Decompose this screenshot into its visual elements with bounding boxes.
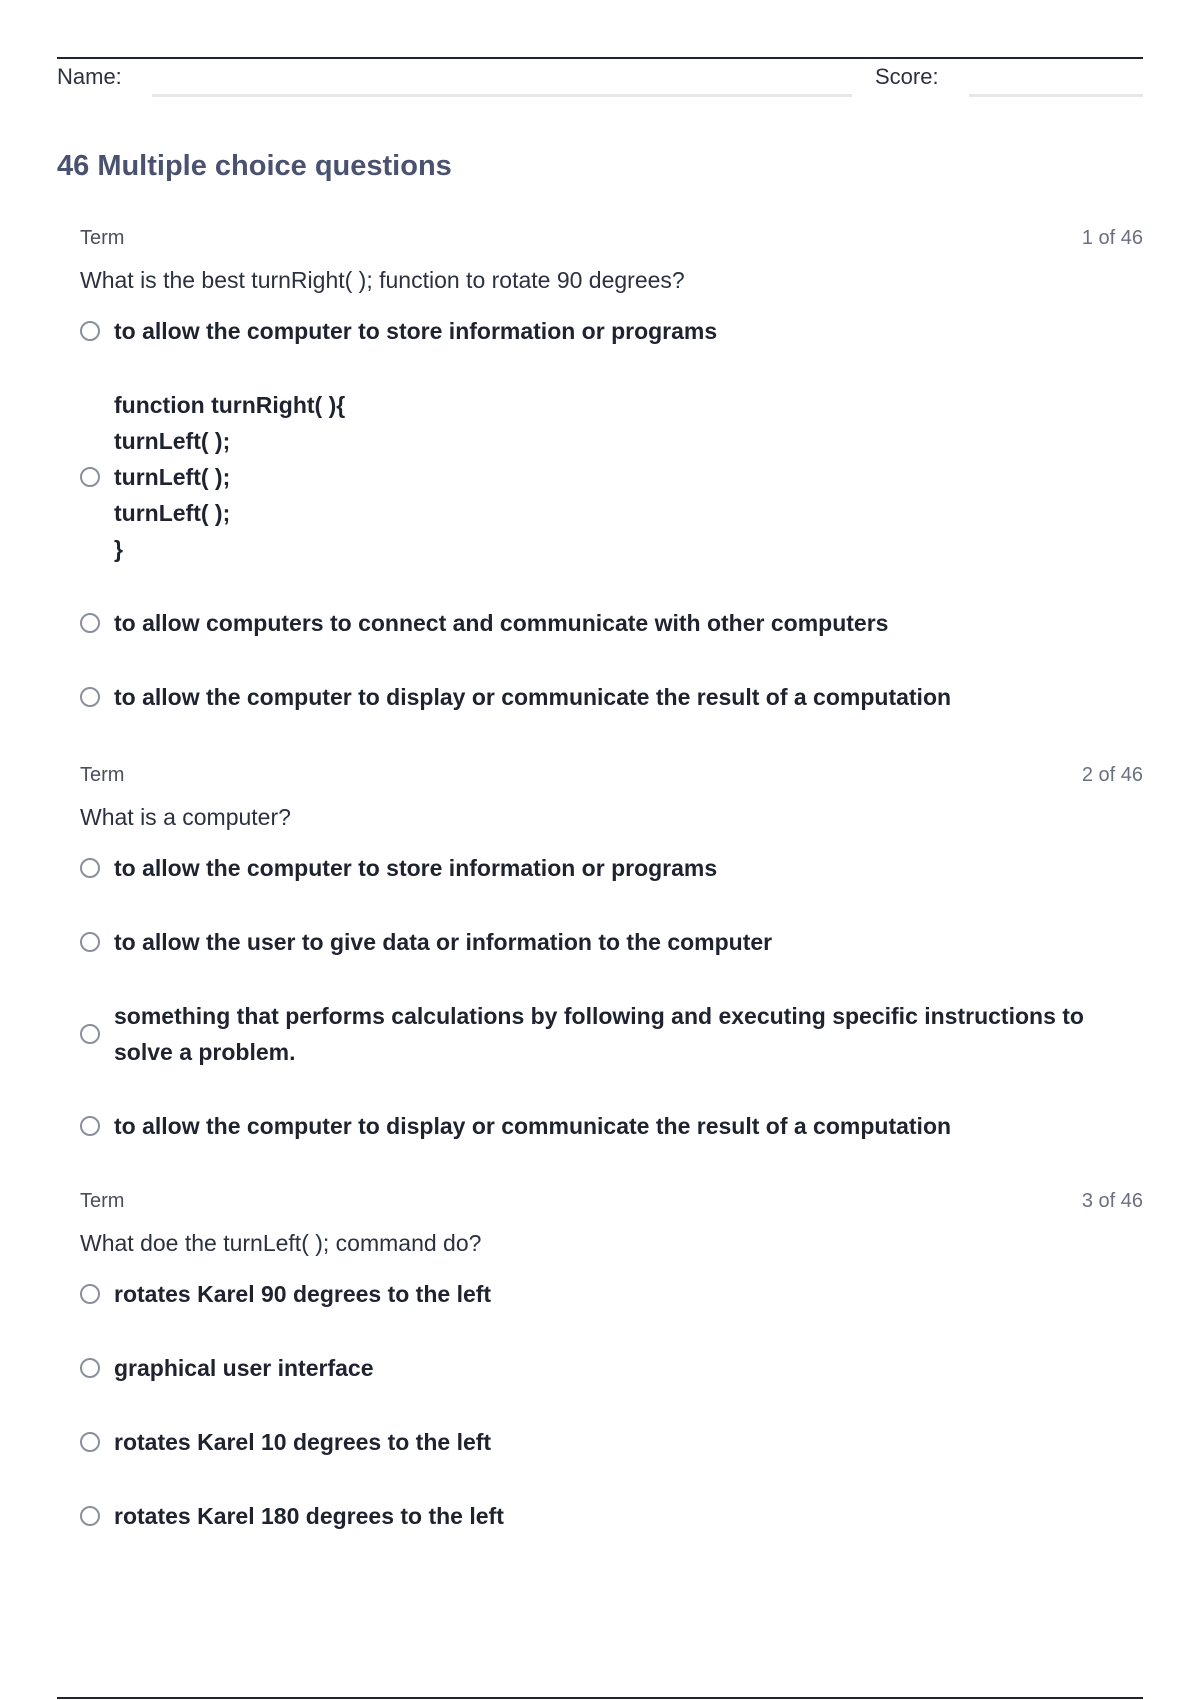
answer-option[interactable] [80,1424,1143,1460]
answer-option-label: function turnRight( ){ turnLeft( ); turnLeft( ); turnLeft( ); } [114,392,346,562]
answer-option[interactable] [80,1108,1143,1144]
answer-option[interactable] [80,1498,1143,1534]
score-label: Score: [875,64,939,89]
question-counter: 3 of 46 [1081,1190,1143,1212]
answer-option-label: graphical user interface [114,1355,374,1381]
answer-options [80,1276,1143,1534]
bottom-divider [57,1697,1143,1699]
answer-option-label: rotates Karel 90 degrees to the left [114,1281,492,1307]
answer-option-label: to allow the computer to display or communicate the result of a computation [114,684,952,710]
answer-option[interactable] [80,387,1143,567]
score-field[interactable] [969,94,1143,97]
question-counter: 1 of 46 [1081,227,1143,249]
answer-option[interactable] [80,924,1143,960]
answer-options [80,313,1143,715]
answer-options [80,850,1143,1144]
radio-icon[interactable] [80,1284,100,1304]
answer-option-label: rotates Karel 10 degrees to the left [114,1429,492,1455]
answer-option[interactable] [80,605,1143,641]
question-prompt: What is a computer? [80,804,291,830]
radio-icon[interactable] [80,858,100,878]
top-divider [57,57,1143,59]
answer-option-label: something that performs calculations by following and executing specific instructions to solve a problem. [114,1003,1084,1065]
question-2 [80,764,1143,1144]
radio-icon[interactable] [80,321,100,341]
radio-icon[interactable] [80,1358,100,1378]
name-field[interactable] [152,94,852,97]
question-3 [80,1190,1143,1534]
radio-icon[interactable] [80,687,100,707]
question-prompt: What doe the turnLeft( ); command do? [80,1230,482,1256]
answer-option[interactable] [80,313,1143,349]
term-label: Term [80,1190,125,1212]
answer-option[interactable] [80,1350,1143,1386]
answer-option-label: to allow the computer to store information or programs [114,855,718,881]
radio-icon[interactable] [80,467,100,487]
question-prompt: What is the best turnRight( ); function to rotate 90 degrees? [80,267,685,293]
question-1 [80,227,1143,715]
answer-option-label: to allow computers to connect and communicate with other computers [114,610,889,636]
answer-option[interactable] [80,1276,1143,1312]
radio-icon[interactable] [80,1506,100,1526]
answer-option-label: to allow the computer to display or communicate the result of a computation [114,1113,952,1139]
answer-option[interactable] [80,850,1143,886]
radio-icon[interactable] [80,932,100,952]
answer-option-label: rotates Karel 180 degrees to the left [114,1503,504,1529]
radio-icon[interactable] [80,1432,100,1452]
name-score-header [57,62,1143,98]
worksheet-page [57,0,1143,1700]
answer-option[interactable] [80,679,1143,715]
answer-option[interactable] [80,998,1143,1070]
answer-option-label: to allow the computer to store information or programs [114,318,718,344]
radio-icon[interactable] [80,613,100,633]
answer-option-label: to allow the user to give data or information to the computer [114,929,773,955]
radio-icon[interactable] [80,1116,100,1136]
term-label: Term [80,227,125,249]
name-label: Name: [57,64,122,89]
radio-icon[interactable] [80,1024,100,1044]
question-counter: 2 of 46 [1081,764,1143,786]
term-label: Term [80,764,125,786]
section-title: 46 Multiple choice questions [57,150,452,182]
